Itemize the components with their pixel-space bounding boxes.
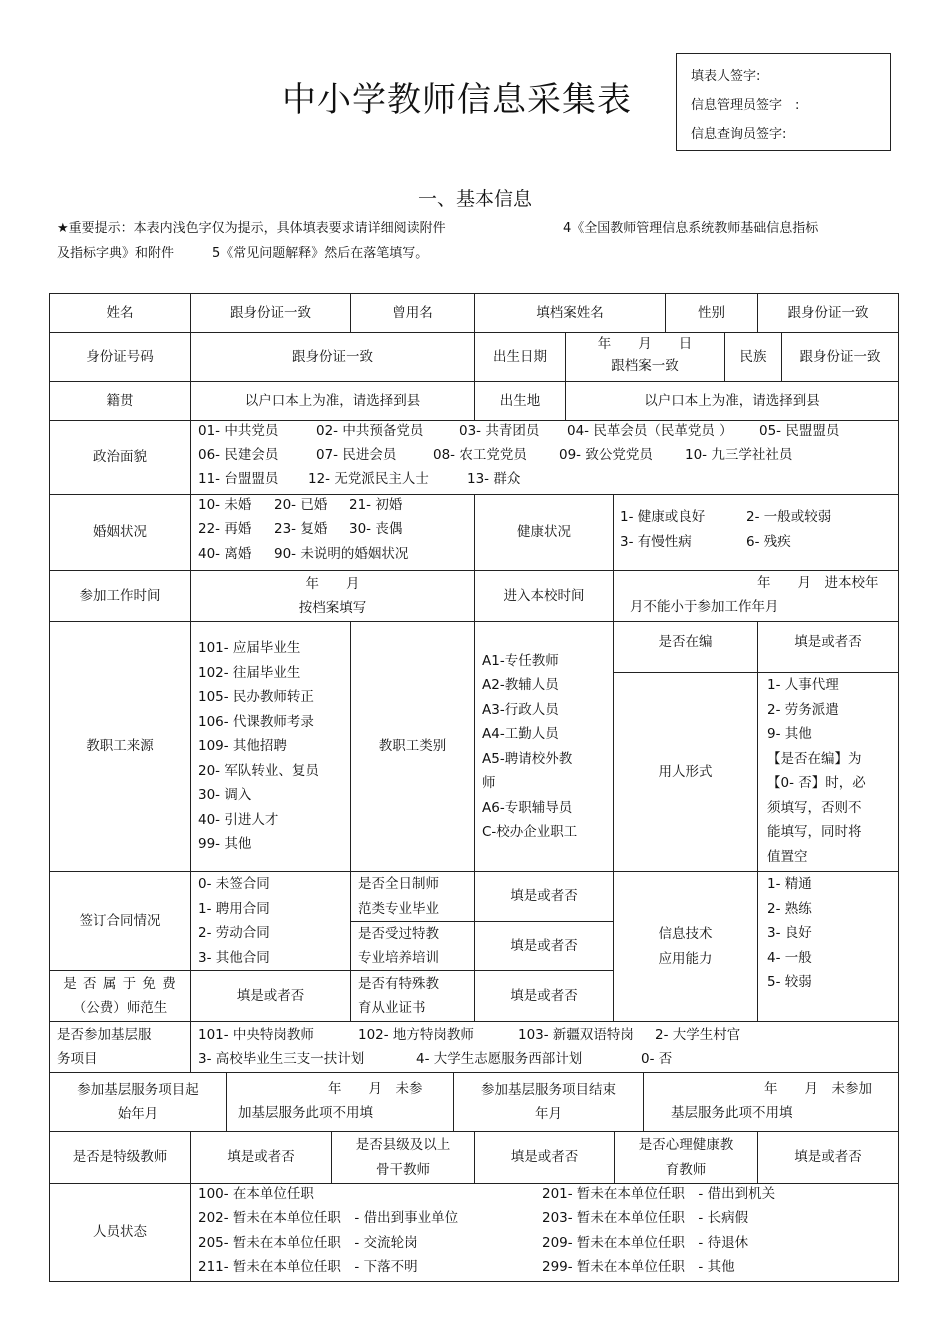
employment-note: 【是否在编】为 [767, 750, 862, 767]
school-entry-ym: 年 月 进本校年 [757, 575, 879, 591]
special-training-label-line: 是否受过特教 [358, 925, 439, 942]
grassroots-label-line: 务项目 [57, 1051, 98, 1067]
status-options[interactable] [190, 1183, 899, 1282]
mental-health-field[interactable]: 填是或者否 [757, 1131, 899, 1184]
grassroots-options[interactable] [190, 1021, 899, 1073]
free-normal-field[interactable]: 填是或者否 [190, 970, 351, 1022]
marital-option: 23- 复婚 [274, 521, 328, 537]
notice-line1b: 4《全国教师管理信息系统教师基础信息指标 [563, 221, 819, 236]
category-option: A6-专职辅导员 [482, 799, 573, 816]
grassroots-option: 102- 地方特岗教师 [358, 1027, 474, 1043]
ethnicity-field[interactable]: 跟身份证一致 [781, 332, 899, 382]
gs-end-label-line: 参加基层服务项目结束 [481, 1081, 616, 1098]
marital-option: 10- 未婚 [198, 497, 252, 513]
source-label: 教职工来源 [49, 621, 191, 872]
special-cert-field[interactable]: 填是或者否 [474, 970, 614, 1022]
employment-option: 9- 其他 [767, 726, 812, 742]
birth-date-ymd: 年 月 日 [597, 336, 693, 352]
mental-health-label-line: 育教师 [665, 1161, 707, 1178]
filler-signature[interactable]: 填表人签字: [691, 69, 761, 84]
employment-note: 能填写，同时将 [767, 824, 862, 840]
special-grade-field[interactable]: 填是或者否 [190, 1131, 332, 1184]
source-options[interactable] [190, 621, 351, 872]
work-start-field[interactable] [190, 570, 475, 622]
admin-signature[interactable]: 信息管理员签字 : [691, 98, 800, 113]
contract-option: 0- 未签合同 [198, 876, 270, 892]
marital-option: 40- 离婚 [198, 546, 252, 562]
contract-options[interactable] [190, 871, 351, 971]
status-option: 201- 暂未在本单位任职 - 借出到机关 [542, 1186, 776, 1202]
marital-option: 22- 再婚 [198, 521, 252, 537]
signature-box [676, 53, 891, 151]
name-label: 姓名 [49, 293, 191, 333]
status-option: 211- 暂未在本单位任职 - 下落不明 [198, 1259, 418, 1275]
gender-field[interactable]: 跟身份证一致 [757, 293, 899, 333]
free-normal-label-line: （公费）师范生 [72, 1000, 168, 1016]
source-option: 99- 其他 [198, 836, 252, 853]
mental-health-label-line: 是否心理健康教 [638, 1137, 734, 1153]
employment-option: 2- 劳务派遣 [767, 701, 839, 718]
notice-line1a: ★重要提示：本表内浅色字仅为提示，具体填表要求请详细阅读附件 [57, 221, 446, 236]
grassroots-option: 4- 大学生志愿服务西部计划 [416, 1051, 583, 1067]
source-option: 102- 往届毕业生 [198, 664, 301, 681]
it-ability-label [613, 871, 758, 1022]
gs-end-hint: 基层服务此项不用填 [671, 1105, 793, 1121]
status-option: 202- 暂未在本单位任职 - 借出到事业单位 [198, 1210, 459, 1226]
ethnicity-label: 民族 [724, 332, 782, 382]
it-ability-options[interactable] [757, 871, 899, 1022]
it-ability-option: 5- 较弱 [767, 974, 812, 990]
health-option: 6- 残疾 [746, 534, 791, 550]
grassroots-label [49, 1021, 191, 1073]
school-entry-hint: 月不能小于参加工作年月 [630, 599, 779, 615]
birth-date-hint: 跟档案一致 [611, 358, 679, 374]
backbone-label-line: 骨干教师 [376, 1161, 430, 1178]
political-option: 12- 无党派民主人士 [308, 471, 429, 487]
special-training-label-line: 专业培养培训 [358, 950, 439, 966]
native-label: 籍贯 [49, 381, 191, 421]
gs-start-label-line: 参加基层服务项目起 [77, 1081, 199, 1098]
gs-start-hint: 加基层服务此项不用填 [238, 1105, 373, 1121]
marital-option: 30- 丧偶 [349, 521, 403, 537]
health-option: 1- 健康或良好 [620, 509, 706, 525]
it-ability-option: 4- 一般 [767, 949, 812, 966]
category-option: A1-专任教师 [482, 652, 559, 669]
category-option: C-校办企业职工 [482, 824, 578, 840]
health-option: 2- 一般或较弱 [746, 509, 832, 525]
query-signature[interactable]: 信息查询员签字: [691, 127, 787, 142]
it-ability-label-line: 信息技术 [658, 926, 713, 942]
employment-option: 1- 人事代理 [767, 677, 839, 693]
gs-end-field[interactable] [643, 1072, 899, 1132]
section-title: 一、基本信息 [417, 188, 532, 210]
it-ability-option: 1- 精通 [767, 876, 812, 892]
it-ability-option: 2- 熟练 [767, 900, 812, 917]
fulltime-normal-label-line: 是否全日制师 [358, 876, 439, 892]
political-option: 01- 中共党员 [198, 423, 279, 439]
health-options[interactable] [613, 494, 899, 571]
gs-end-ym: 年 月 未参加 [764, 1081, 872, 1097]
grassroots-option: 2- 大学生村官 [655, 1027, 741, 1043]
status-option: 209- 暂未在本单位任职 - 待退休 [542, 1235, 749, 1251]
grassroots-option: 0- 否 [641, 1051, 673, 1067]
political-option: 11- 台盟盟员 [198, 471, 279, 487]
source-option: 105- 民办教师转正 [198, 689, 314, 706]
id-label: 身份证号码 [49, 332, 191, 382]
school-entry-field[interactable] [613, 570, 899, 622]
special-cert-label [350, 970, 475, 1022]
id-field[interactable]: 跟身份证一致 [190, 332, 475, 382]
gs-end-label-line: 年月 [535, 1106, 562, 1122]
fulltime-normal-field[interactable]: 填是或者否 [474, 871, 614, 922]
category-option: 师 [482, 775, 496, 791]
birth-date-label: 出生日期 [474, 332, 566, 382]
gender-label: 性别 [665, 293, 758, 333]
gs-start-label [49, 1072, 227, 1132]
free-normal-label [49, 970, 191, 1022]
political-options[interactable] [190, 420, 899, 495]
fulltime-normal-label [350, 871, 475, 922]
political-option: 02- 中共预备党员 [316, 423, 424, 439]
special-training-label [350, 921, 475, 971]
employment-label: 用人形式 [613, 672, 758, 872]
former-name-label: 曾用名 [350, 293, 475, 333]
employment-note: 值置空 [767, 848, 808, 865]
notice-line2b: 5《常见问题解释》然后在落笔填写。 [212, 246, 429, 261]
political-option: 13- 群众 [467, 471, 521, 487]
employment-options[interactable] [757, 672, 899, 872]
health-option: 3- 有慢性病 [620, 534, 692, 550]
status-option: 203- 暂未在本单位任职 - 长病假 [542, 1210, 749, 1226]
gs-start-field[interactable] [226, 1072, 454, 1132]
work-start-hint: 按档案填写 [298, 600, 367, 616]
in-staff-field[interactable]: 填是或者否 [757, 621, 899, 673]
former-name-field[interactable]: 填档案姓名 [474, 293, 666, 333]
source-option: 20- 军队转业、复员 [198, 762, 319, 779]
category-option: A5-聘请校外教 [482, 750, 573, 767]
contract-option: 3- 其他合同 [198, 949, 270, 966]
work-start-label: 参加工作时间 [49, 570, 191, 622]
gs-end-label [453, 1072, 644, 1132]
fulltime-normal-label-line: 范类专业毕业 [358, 900, 439, 917]
employment-note: 须填写，否则不 [767, 799, 862, 816]
grassroots-label-line: 是否参加基层服 [57, 1026, 152, 1043]
category-label: 教职工类别 [350, 621, 475, 872]
marital-options[interactable] [190, 494, 475, 571]
birthplace-field[interactable]: 以户口本上为准，请选择到县 [565, 381, 899, 421]
health-label: 健康状况 [474, 494, 614, 571]
in-staff-label: 是否在编 [613, 621, 758, 673]
special-cert-label-line: 是否有特殊教 [358, 975, 439, 992]
it-ability-label-line: 应用能力 [658, 950, 713, 967]
source-option: 101- 应届毕业生 [198, 640, 301, 657]
status-label: 人员状态 [49, 1183, 191, 1282]
backbone-label [331, 1131, 475, 1184]
backbone-label-line: 是否县级及以上 [355, 1137, 451, 1153]
gs-start-ym: 年 月 未参 [328, 1081, 423, 1097]
political-option: 08- 农工党党员 [433, 447, 527, 463]
marital-option: 90- 未说明的婚姻状况 [274, 546, 409, 562]
political-label: 政治面貌 [49, 420, 191, 495]
it-ability-option: 3- 良好 [767, 925, 812, 941]
status-option: 100- 在本单位任职 [198, 1186, 314, 1202]
special-grade-label: 是否是特级教师 [49, 1131, 191, 1184]
source-option: 40- 引进人才 [198, 811, 279, 828]
political-option: 05- 民盟盟员 [759, 423, 840, 439]
status-option: 299- 暂未在本单位任职 - 其他 [542, 1259, 735, 1275]
political-option: 06- 民建会员 [198, 447, 279, 463]
political-option: 07- 民进会员 [316, 447, 397, 463]
political-option: 03- 共青团员 [459, 423, 540, 439]
birthplace-label: 出生地 [474, 381, 566, 421]
status-option: 205- 暂未在本单位任职 - 交流轮岗 [198, 1235, 418, 1251]
political-option: 04- 民革会员（民革党员 ） [567, 423, 733, 439]
notice-line2a: 及指标字典》和附件 [57, 246, 175, 261]
backbone-field[interactable]: 填是或者否 [474, 1131, 615, 1184]
page-title: 中小学教师信息采集表 [282, 80, 632, 120]
birth-date-field[interactable] [565, 332, 725, 382]
native-field[interactable]: 以户口本上为准，请选择到县 [190, 381, 475, 421]
political-option: 10- 九三学社社员 [685, 447, 793, 463]
contract-label: 签订合同情况 [49, 871, 191, 971]
grassroots-option: 3- 高校毕业生三支一扶计划 [198, 1051, 365, 1067]
source-option: 30- 调入 [198, 787, 252, 804]
source-option: 109- 其他招聘 [198, 738, 287, 755]
employment-note: 【0- 否】时，必 [767, 775, 866, 791]
mental-health-label [614, 1131, 758, 1184]
category-options[interactable] [474, 621, 614, 872]
gs-start-label-line: 始年月 [117, 1106, 159, 1122]
marital-option: 21- 初婚 [349, 497, 403, 513]
free-normal-label-line: 是 否 属 于 免 费 [63, 975, 177, 992]
grassroots-option: 101- 中央特岗教师 [198, 1027, 314, 1043]
category-option: A3-行政人员 [482, 701, 559, 718]
special-cert-label-line: 育从业证书 [358, 1000, 426, 1016]
school-entry-label: 进入本校时间 [474, 570, 614, 622]
category-option: A2-教辅人员 [482, 677, 559, 693]
work-start-ym: 年 月 [305, 575, 360, 592]
political-option: 09- 致公党党员 [559, 447, 653, 463]
name-field[interactable]: 跟身份证一致 [190, 293, 351, 333]
source-option: 106- 代课教师考录 [198, 713, 314, 730]
contract-option: 1- 聘用合同 [198, 900, 270, 917]
marital-label: 婚姻状况 [49, 494, 191, 571]
contract-option: 2- 劳动合同 [198, 925, 270, 941]
category-option: A4-工勤人员 [482, 726, 559, 742]
special-training-field[interactable]: 填是或者否 [474, 921, 614, 971]
grassroots-option: 103- 新疆双语特岗 [518, 1027, 634, 1043]
marital-option: 20- 已婚 [274, 497, 328, 513]
